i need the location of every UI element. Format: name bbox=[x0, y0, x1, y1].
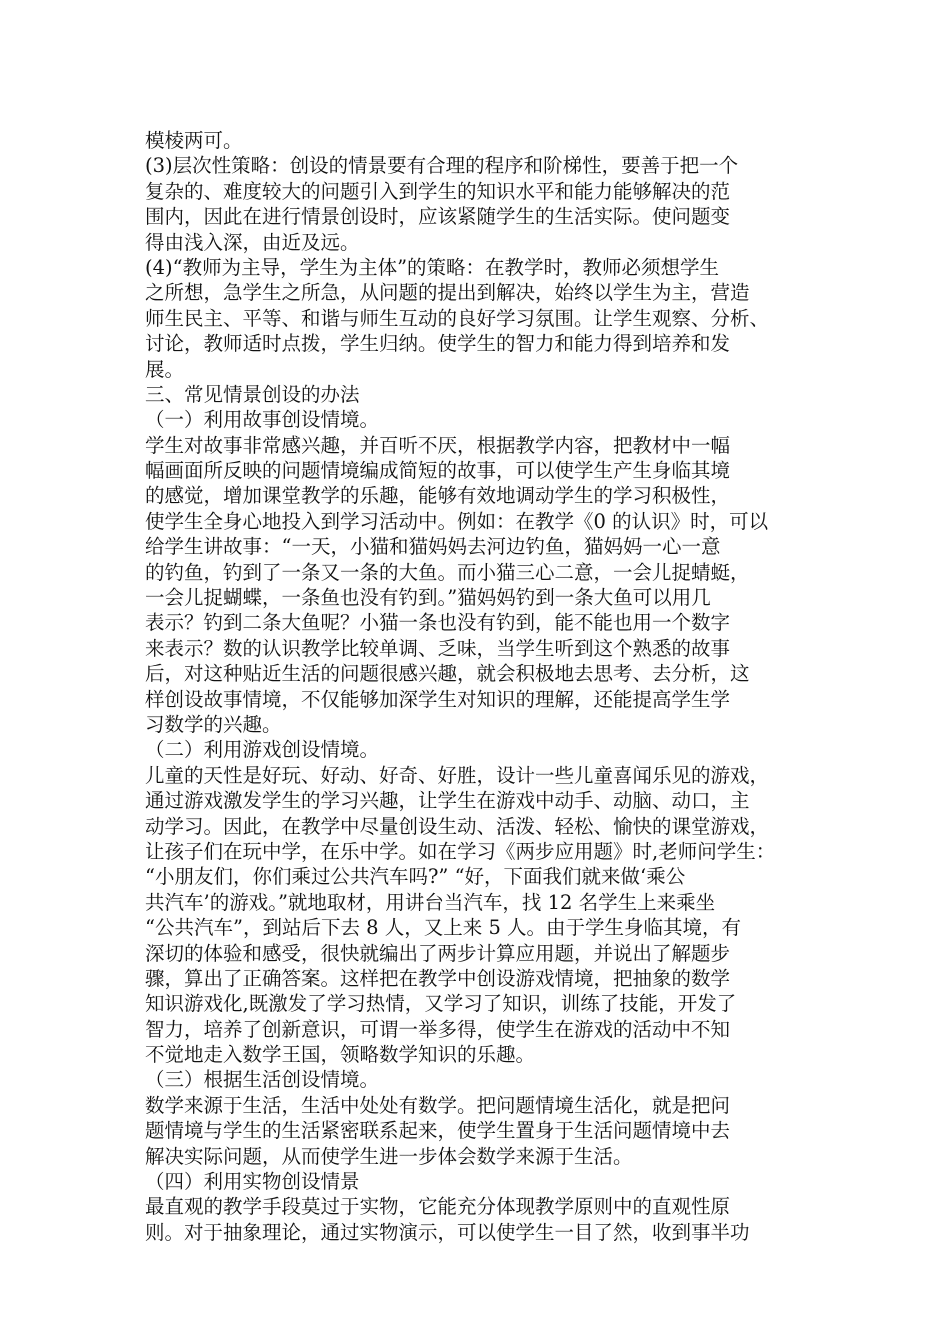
text-line: 解决实际问题，从而使学生进一步体会数学来源于生活。 bbox=[145, 1144, 633, 1168]
text-line: 习数学的兴趣。 bbox=[145, 712, 282, 736]
text-line: 知识游戏化,既激发了学习热情，又学习了知识，训练了技能，开发了 bbox=[145, 992, 737, 1016]
text-line: 题情境与学生的生活紧密联系起来，使学生置身于生活问题情境中去 bbox=[145, 1119, 731, 1143]
text-line: 幅画面所反映的问题情境编成简短的故事，可以使学生产生身临其境 bbox=[145, 459, 731, 483]
document-body bbox=[145, 128, 825, 1245]
text-line: 则。对于抽象理论，通过实物演示，可以使学生一目了然，收到事半功 bbox=[145, 1220, 750, 1244]
text-line: 样创设故事情境，不仅能够加深学生对知识的理解，还能提高学生学 bbox=[145, 687, 731, 711]
text-line: 深切的体验和感受，很快就编出了两步计算应用题，并说出了解题步 bbox=[145, 941, 731, 965]
text-line: 师生民主、平等、和谐与师生互动的良好学习氛围。让学生观察、分析、 bbox=[145, 306, 770, 330]
text-line: 动学习。因此，在教学中尽量创设生动、活泼、轻松、愉快的课堂游戏， bbox=[145, 814, 770, 838]
text-line: 学生对故事非常感兴趣，并百听不厌，根据教学内容，把教材中一幅 bbox=[145, 433, 731, 457]
text-line: “小朋友们，你们乘过公共汽车吗?” “好，下面我们就来做‘乘公 bbox=[145, 865, 686, 889]
text-line: 最直观的教学手段莫过于实物，它能充分体现教学原则中的直观性原 bbox=[145, 1195, 731, 1219]
text-line: 儿童的天性是好玩、好动、好奇、好胜，设计一些儿童喜闻乐见的游戏， bbox=[145, 763, 770, 787]
text-line: (3)层次性策略：创设的情景要有合理的程序和阶梯性，要善于把一个 bbox=[145, 154, 739, 178]
text-line: 表示？钓到二条大鱼呢？小猫一条也没有钓到，能不能也用一个数字 bbox=[145, 611, 731, 635]
text-line: 的感觉，增加课堂教学的乐趣，能够有效地调动学生的学习积极性， bbox=[145, 484, 731, 508]
text-line: 一会儿捉蝴蝶，一条鱼也没有钓到。”猫妈妈钓到一条大鱼可以用几 bbox=[145, 586, 711, 610]
text-line: （三）根据生活创设情境。 bbox=[145, 1068, 380, 1092]
text-line: 不觉地走入数学王国，领略数学知识的乐趣。 bbox=[145, 1043, 536, 1067]
text-line: 共汽车’的游戏。”就地取材，用讲台当汽车，找 12 名学生上来乘坐 bbox=[145, 890, 716, 914]
text-line: 给学生讲故事：“一天，小猫和猫妈妈去河边钓鱼，猫妈妈一心一意 bbox=[145, 535, 721, 559]
text-line: 得由浅入深，由近及远。 bbox=[145, 230, 360, 254]
text-line: 模棱两可。 bbox=[145, 129, 243, 152]
text-line: 来表示？数的认识教学比较单调、乏味，当学生听到这个熟悉的故事 bbox=[145, 636, 731, 660]
text-line: 通过游戏激发学生的学习兴趣，让学生在游戏中动手、动脑、动口，主 bbox=[145, 789, 750, 813]
text-line: 骤，算出了正确答案。这样把在教学中创设游戏情境，把抽象的数学 bbox=[145, 966, 731, 990]
text-line: 的钓鱼，钓到了一条又一条的大鱼。而小猫三心二意，一会儿捉蜻蜓， bbox=[145, 560, 750, 584]
text-line: （四）利用实物创设情景 bbox=[145, 1170, 360, 1194]
text-line: “公共汽车”，到站后下去 8 人，又上来 5 人。由于学生身临其境，有 bbox=[145, 916, 742, 940]
text-line: 复杂的、难度较大的问题引入到学生的知识水平和能力能够解决的范 bbox=[145, 179, 731, 203]
text-line: （一）利用故事创设情境。 bbox=[145, 408, 380, 432]
text-line: 后，对这种贴近生活的问题很感兴趣，就会积极地去思考、去分析，这 bbox=[145, 662, 750, 686]
text-line: 使学生全身心地投入到学习活动中。例如：在教学《0 的认识》时，可以 bbox=[145, 509, 769, 533]
text-line: 三、常见情景创设的办法 bbox=[145, 382, 360, 406]
text-line: 围内，因此在进行情景创设时，应该紧随学生的生活实际。使问题变 bbox=[145, 205, 731, 229]
text-line: 展。 bbox=[145, 357, 185, 381]
text-line: 智力，培养了创新意识，可谓一举多得，使学生在游戏的活动中不知 bbox=[145, 1017, 731, 1041]
text-line: 数学来源于生活，生活中处处有数学。把问题情境生活化，就是把问 bbox=[145, 1093, 731, 1117]
text-line: 让孩子们在玩中学，在乐中学。如在学习《两步应用题》时,老师问学生： bbox=[145, 839, 776, 863]
text-line: （二）利用游戏创设情境。 bbox=[145, 738, 380, 762]
text-line: 之所想，急学生之所急，从问题的提出到解决，始终以学生为主，营造 bbox=[145, 281, 750, 305]
text-line: 讨论，教师适时点拨，学生归纳。使学生的智力和能力得到培养和发 bbox=[145, 332, 731, 356]
text-line: (4)“教师为主导，学生为主体”的策略：在教学时，教师必须想学生 bbox=[145, 255, 720, 279]
